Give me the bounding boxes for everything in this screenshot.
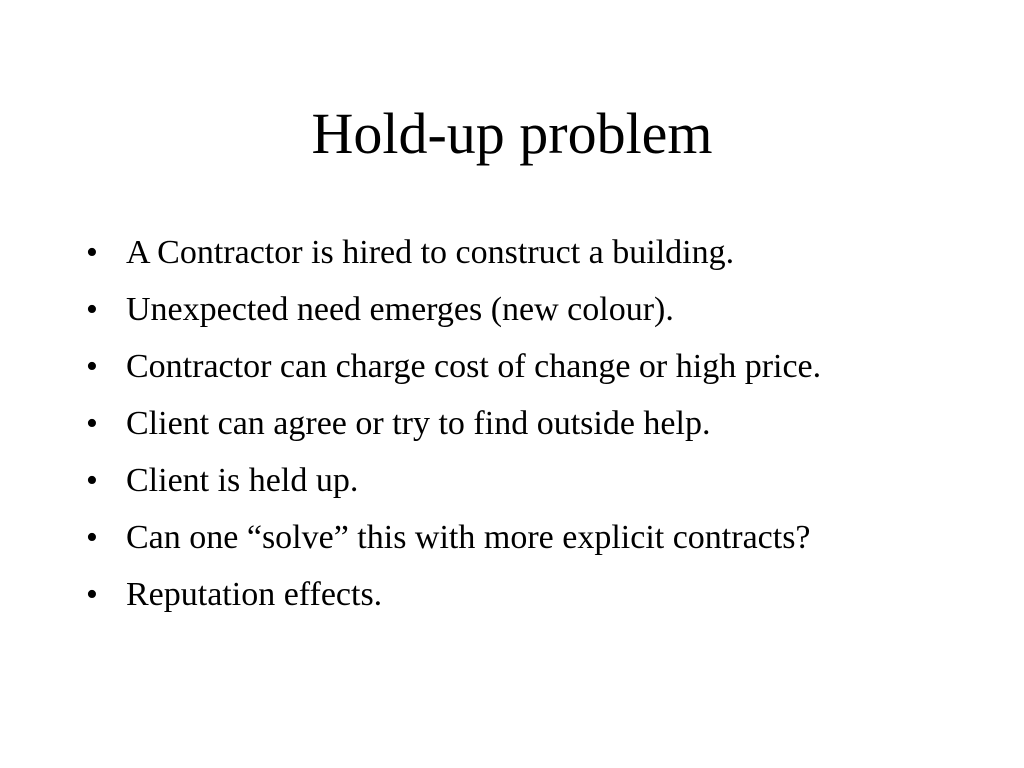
bullet-item — [86, 344, 946, 389]
bullet-item — [86, 401, 946, 446]
bullet-item — [86, 515, 946, 560]
bullet-item — [86, 572, 946, 617]
bullet-text: Client is held up. — [126, 462, 359, 499]
bullet-text: A Contractor is hired to construct a building. — [126, 234, 735, 271]
bullet-list — [86, 230, 946, 629]
bullet-icon: • — [86, 405, 98, 442]
bullet-text: Contractor can charge cost of change or high price. — [126, 348, 822, 385]
bullet-icon: • — [86, 576, 98, 613]
bullet-item — [86, 230, 946, 275]
bullet-text: Reputation effects. — [126, 576, 383, 613]
bullet-icon: • — [86, 291, 98, 328]
bullet-icon: • — [86, 234, 98, 271]
bullet-text: Unexpected need emerges (new colour). — [126, 291, 674, 328]
bullet-text: Client can agree or try to find outside help. — [126, 405, 711, 442]
bullet-item — [86, 458, 946, 503]
bullet-text: Can one “solve” this with more explicit contracts? — [126, 519, 811, 556]
slide-title: Hold-up problem — [311, 101, 713, 166]
bullet-item — [86, 287, 946, 332]
bullet-icon: • — [86, 462, 98, 499]
bullet-icon: • — [86, 348, 98, 385]
bullet-icon: • — [86, 519, 98, 556]
